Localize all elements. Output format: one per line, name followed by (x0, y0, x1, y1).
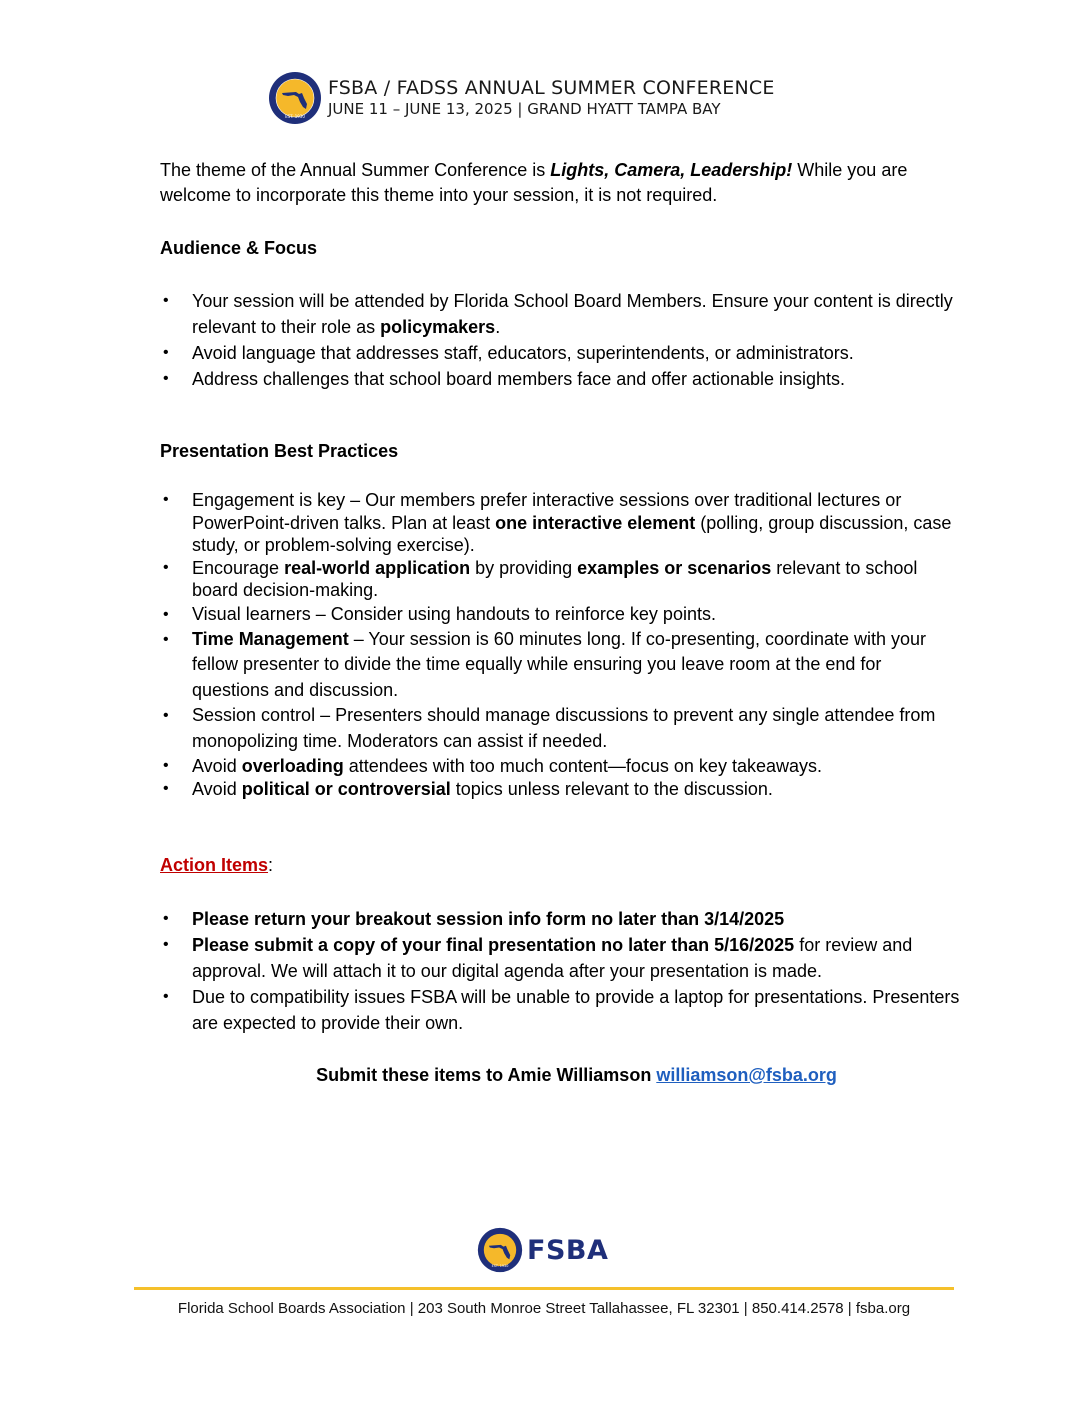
list-item: • Your session will be attended by Florida School Board Members. Ensure your content is directly relevant to their role as policymakers. (160, 288, 960, 340)
audience-section (160, 236, 960, 261)
practices-heading: Presentation Best Practices (160, 441, 399, 461)
conference-dates-venue: JUNE 11 – JUNE 13, 2025 | GRAND HYATT TAMPA BAY (328, 100, 721, 118)
list-item: • Address challenges that school board members face and offer actionable insights. (160, 366, 960, 392)
intro-paragraph (160, 158, 960, 208)
conference-theme: Lights, Camera, Leadership! (550, 160, 793, 180)
action-list-wrap (160, 906, 960, 1036)
footer-divider (134, 1287, 954, 1290)
list-item: • Encourage real-world application by providing examples or scenarios relevant to school board decision-making. (160, 557, 960, 602)
list-item: • Avoid language that addresses staff, educators, superintendents, or administrators. (160, 340, 960, 366)
practices-section (160, 439, 960, 464)
conference-title: FSBA / FADSS ANNUAL SUMMER CONFERENCE (328, 77, 775, 99)
intro-text-cont: While you are welcome to incorporate this theme into your session, it is not required. (160, 160, 908, 205)
footer-logo (477, 1227, 608, 1273)
list-item: • Please return your breakout session info form no later than 3/14/2025 (160, 906, 960, 932)
intro-text: The theme of the Annual Summer Conference is (160, 160, 551, 180)
action-section: Action Items: (160, 855, 274, 875)
list-item: • Session control – Presenters should manage discussions to prevent any single attendee from monopolizing time. Moderators can assist if needed. (160, 703, 960, 754)
footer-address: Florida School Boards Association | 203 South Monroe Street Tallahassee, FL 32301 | 850.414.2578 | fsba.org (177, 1300, 911, 1317)
list-item: • Please submit a copy of your final presentation no later than 5/16/2025 for review and approval. We will attach it to our digital agenda after your presentation is made. (160, 932, 960, 984)
action-list (160, 906, 960, 1036)
practices-list (160, 489, 960, 800)
conference-header (268, 70, 775, 126)
svg-text:EST. 1930: EST. 1930 (491, 1264, 509, 1269)
audience-list (160, 288, 960, 392)
submit-text: Submit these items to Amie Williamson (316, 1065, 657, 1085)
action-items-heading: Action Items (160, 855, 269, 875)
list-item: • Time Management – Your session is 60 minutes long. If co-presenting, coordinate with your fellow presenter to divide the time equally while ensuring you leave room at the end for questions and discussion. (160, 627, 960, 704)
fsba-seal-icon (268, 71, 322, 125)
list-item: • Avoid political or controversial topics unless relevant to the discussion. (160, 778, 960, 800)
svg-text:EST. 1930: EST. 1930 (285, 114, 305, 119)
fsba-wordmark: FSBA (527, 1234, 609, 1266)
list-item: • Avoid overloading attendees with too much content—focus on key takeaways. (160, 754, 960, 778)
email-link[interactable]: williamson@fsba.org (656, 1065, 837, 1085)
practices-list-wrap (160, 489, 960, 800)
list-item: • Visual learners – Consider using handouts to reinforce key points. (160, 602, 960, 627)
audience-heading: Audience & Focus (160, 238, 318, 258)
list-item: • Due to compatibility issues FSBA will be unable to provide a laptop for presentations. Presenters are expected to provide their own. (160, 984, 960, 1036)
audience-list-wrap (160, 288, 960, 392)
submit-line (0, 1065, 1088, 1086)
list-item: • Engagement is key – Our members prefer interactive sessions over traditional lectures or PowerPoint-driven talks. Plan at least one interactive element (polling, group discussion, case study, or problem-solving exercise). (160, 489, 960, 557)
fsba-seal-icon (477, 1227, 523, 1273)
